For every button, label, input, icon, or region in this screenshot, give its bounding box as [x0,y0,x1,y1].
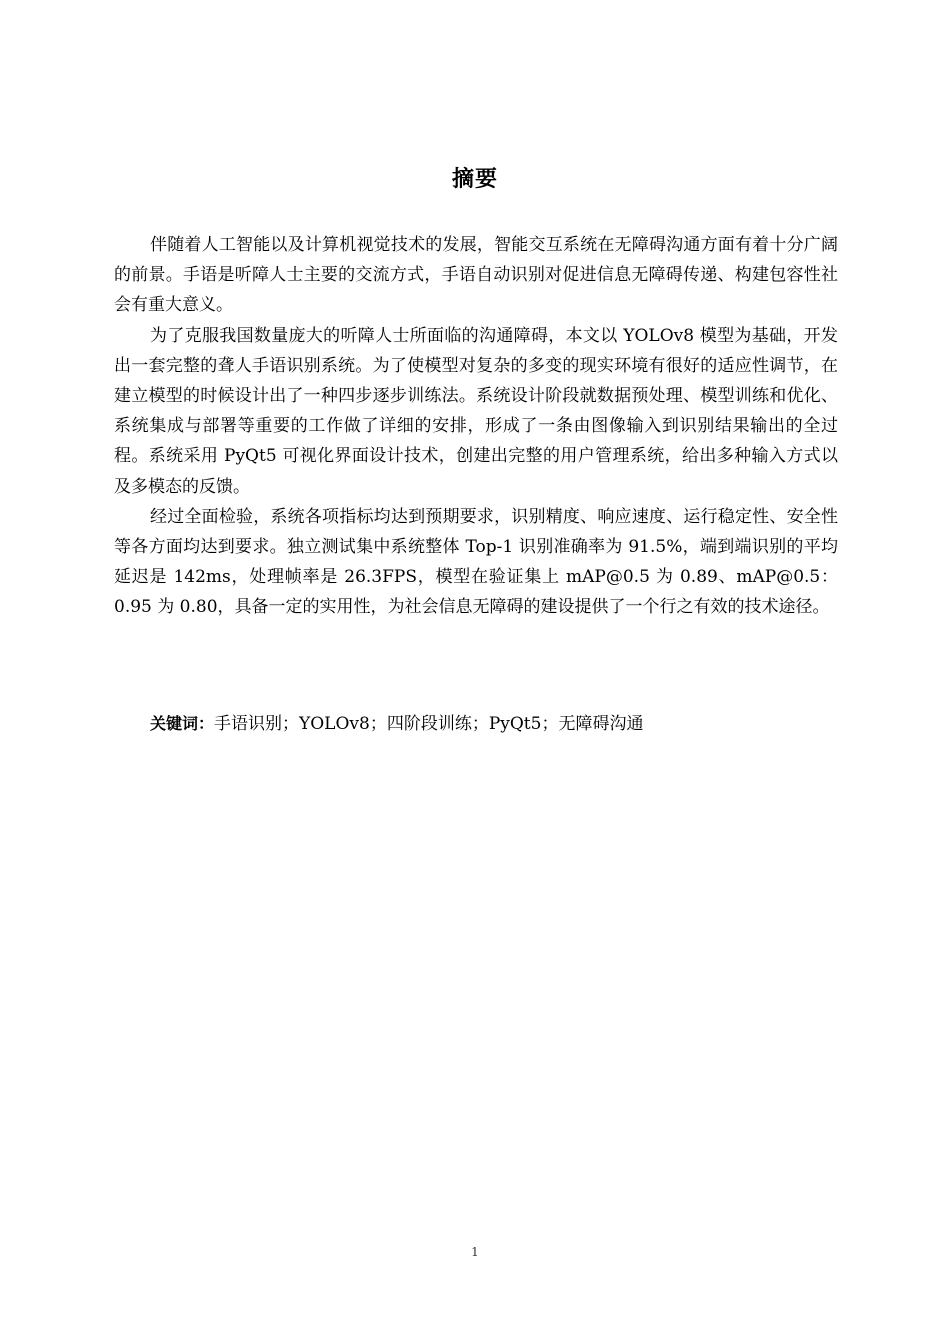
abstract-title: 摘要 [451,167,498,192]
abstract-paragraph-2: 为了克服我国数量庞大的听障人士所面临的沟通障碍，本文以 YOLOv8 模型为基础，开发出一套完整的聋人手语识别系统。为了使模型对复杂的多变的现实环境有很好的适应性调节，在建立模型的时候设计出了一种四步逐步训练法。系统设计阶段就数据预处理、模型训练和优化、系统集成与部署等重要的工作做了详细的安排，形成了一条由图像输入到识别结果输出的全过程。系统采用 PyQt5 可视化界面设计技术，创建出完整的用户管理系统，给出多种输入方式以及多模态的反馈。 [114,325,838,497]
abstract-paragraph-3: 经过全面检验，系统各项指标均达到预期要求，识别精度、响应速度、运行稳定性、安全性等各方面均达到要求。独立测试集中系统整体 Top-1 识别准确率为 91.5%，端到端识别的平均延迟是 142ms，处理帧率是 26.3FPS，模型在验证集上 mAP@0.5 为 0.89、mAP@0.5：0.95 为 0.80，具备一定的实用性，为社会信息无障碍的建设提供了一个行之有效的技术途径。 [114,506,838,618]
abstract-paragraph-1: 伴随着人工智能以及计算机视觉技术的发展，智能交互系统在无障碍沟通方面有着十分广阔的前景。手语是听障人士主要的交流方式，手语自动识别对促进信息无障碍传递、构建包容性社会有重大意义。 [114,235,838,316]
keywords-line [150,709,840,739]
abstract-body [114,230,838,623]
keywords-list: 手语识别；YOLOv8；四阶段训练；PyQt5；无障碍沟通 [214,714,644,734]
keywords-label: 关键词： [150,714,215,733]
page-number: 1 [471,1245,479,1259]
